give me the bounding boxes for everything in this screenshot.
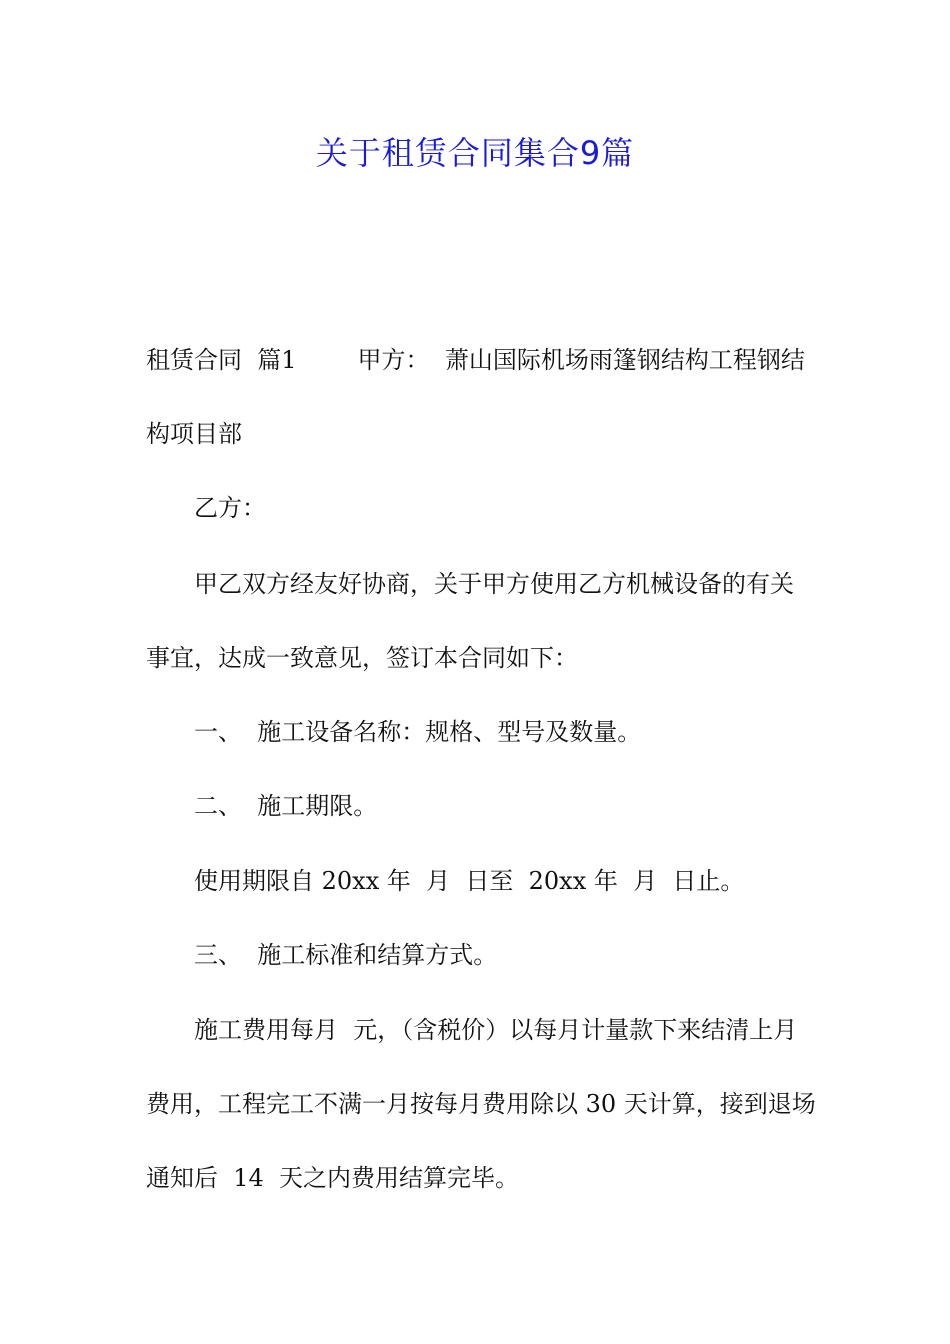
paragraph-line-7: 二、 施工期限。 xyxy=(194,792,378,820)
paragraph-line-10: 施工费用每月 元，（含税价）以每月计量款下来结清上月 xyxy=(194,1016,798,1044)
paragraph-line-9: 三、 施工标准和结算方式。 xyxy=(194,941,498,969)
paragraph-line-3: 乙方： xyxy=(194,494,266,522)
paragraph-line-12: 通知后 14 天之内费用结算完毕。 xyxy=(146,1164,520,1192)
paragraph-line-11: 费用，工程完工不满一月按每月费用除以 30 天计算，接到退场 xyxy=(146,1090,816,1118)
paragraph-line-5: 事宜，达成一致意见，签订本合同如下： xyxy=(146,644,578,672)
paragraph-line-4: 甲乙双方经友好协商，关于甲方使用乙方机械设备的有关 xyxy=(194,570,794,598)
paragraph-line-6: 一、 施工设备名称：规格、型号及数量。 xyxy=(194,718,642,746)
document-title: 关于租赁合同集合9篇 xyxy=(315,134,635,172)
paragraph-line-1: 租赁合同 篇1 甲方： 萧山国际机场雨篷钢结构工程钢结 xyxy=(146,346,805,374)
paragraph-line-8: 使用期限自 20xx 年 月 日至 20xx 年 月 日止。 xyxy=(194,867,745,895)
paragraph-line-2: 构项目部 xyxy=(146,420,242,448)
